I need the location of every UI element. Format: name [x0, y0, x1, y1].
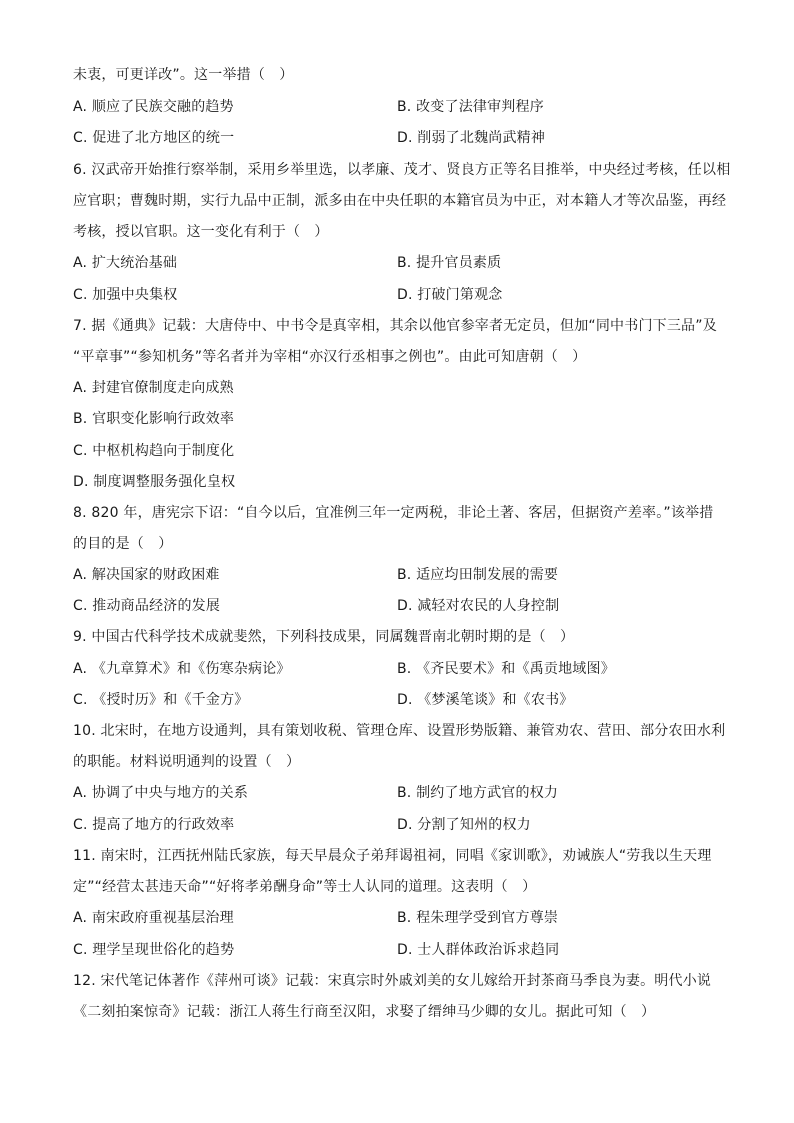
q7-option-c[interactable]: C. 中枢机构趋向于制度化	[73, 443, 235, 459]
q7-option-a[interactable]: A. 封建官僚制度走向成熟	[73, 380, 234, 396]
q10-option-c[interactable]: C. 提高了地方的行政效率	[73, 817, 235, 833]
q8-option-c[interactable]: C. 推动商品经济的发展	[73, 598, 221, 614]
q9-option-b[interactable]: B. 《齐民要术》和《禹贡地域图》	[397, 661, 615, 677]
q6-option-b[interactable]: B. 提升官员素质	[397, 255, 502, 271]
q5-option-b[interactable]: B. 改变了法律审判程序	[397, 99, 544, 115]
q5-option-d[interactable]: D. 削弱了北魏尚武精神	[397, 130, 546, 146]
q6-stem-line-3: 考核，授以官职。这一变化有利于（ ）	[73, 224, 329, 240]
q6-stem-line-2: 应官职；曹魏时期，实行九品中正制，派多由在中央任职的本籍官员为中正，对本籍人才等次品鉴，再经	[73, 193, 727, 209]
q12-stem-line-1: 12. 宋代笔记体著作《萍州可谈》记载：宋真宗时外戚刘美的女儿嫁给开封茶商马季良为妻。明代小说	[73, 973, 712, 989]
q11-stem-line-2: 定”“经营太甚违天命”“好将孝弟酬身命”等士人认同的道理。这表明（ ）	[73, 879, 537, 895]
q11-stem-line-1: 11. 南宋时，江西抚州陆氏家族，每天早晨众子弟拜谒祖祠，同唱《家训歌》，劝诫族人“劳我以生天理	[73, 848, 712, 864]
q7-option-d[interactable]: D. 制度调整服务强化皇权	[73, 474, 236, 490]
q9-option-c[interactable]: C. 《授时历》和《千金方》	[73, 692, 249, 708]
q9-option-a[interactable]: A. 《九章算术》和《伤寒杂病论》	[73, 661, 291, 677]
q7-stem-line-1: 7. 据《通典》记载：大唐侍中、中书令是真宰相，其余以他官参宰者无定员，但加“同中书门下三品”及	[73, 318, 717, 334]
q7-option-b[interactable]: B. 官职变化影响行政效率	[73, 411, 235, 427]
q7-stem-line-2: “平章事”“参知机务”等名者并为宰相“亦汉行丞相事之例也”。由此可知唐朝（ ）	[73, 349, 587, 365]
q10-stem-line-2: 的职能。材料说明通判的设置（ ）	[73, 754, 301, 770]
q6-option-a[interactable]: A. 扩大统治基础	[73, 255, 178, 271]
q11-option-d[interactable]: D. 士人群体政治诉求趋同	[397, 942, 560, 958]
q11-option-c[interactable]: C. 理学呈现世俗化的趋势	[73, 942, 235, 958]
q10-option-d[interactable]: D. 分割了知州的权力	[397, 817, 531, 833]
q9-stem-line-1: 9. 中国古代科学技术成就斐然，下列科技成果，同属魏晋南北朝时期的是（ ）	[73, 629, 575, 645]
q8-stem-line-1: 8. 820 年，唐宪宗下诏：“自今以后，宜准例三年一定两税，非论土著、客居，但据资产差率。”该举措	[73, 505, 714, 521]
q5-option-c[interactable]: C. 促进了北方地区的统一	[73, 130, 235, 146]
q10-option-a[interactable]: A. 协调了中央与地方的关系	[73, 785, 249, 801]
q9-option-d[interactable]: D. 《梦溪笔谈》和《农书》	[397, 692, 574, 708]
q6-option-d[interactable]: D. 打破门第观念	[397, 287, 503, 303]
q8-option-d[interactable]: D. 减轻对农民的人身控制	[397, 598, 560, 614]
q6-option-c[interactable]: C. 加强中央集权	[73, 287, 178, 303]
q8-option-b[interactable]: B. 适应均田制发展的需要	[397, 567, 559, 583]
q6-stem-line-1: 6. 汉武帝开始推行察举制，采用乡举里选，以孝廉、茂才、贤良方正等名目推举，中央经过考核，任以相	[73, 162, 731, 178]
q11-option-b[interactable]: B. 程朱理学受到官方尊崇	[397, 910, 559, 926]
q5-option-a[interactable]: A. 顺应了民族交融的趋势	[73, 99, 234, 115]
q8-option-a[interactable]: A. 解决国家的财政困难	[73, 567, 220, 583]
q10-stem-line-1: 10. 北宋时，在地方设通判，具有策划收税、管理仓库、设置形势版籍、兼管劝农、营田、部分农田水利	[73, 723, 726, 739]
q5-stem-tail: 未衷，可更详改”。这一举措（ ）	[73, 67, 294, 83]
q12-stem-line-2: 《二刻拍案惊奇》记载：浙江人蒋生行商至汉阳，求娶了缙绅马少卿的女儿。据此可知（ ）	[73, 1004, 656, 1020]
q11-option-a[interactable]: A. 南宋政府重视基层治理	[73, 910, 234, 926]
q8-stem-line-2: 的目的是（ ）	[73, 536, 173, 552]
q10-option-b[interactable]: B. 制约了地方武官的权力	[397, 785, 559, 801]
